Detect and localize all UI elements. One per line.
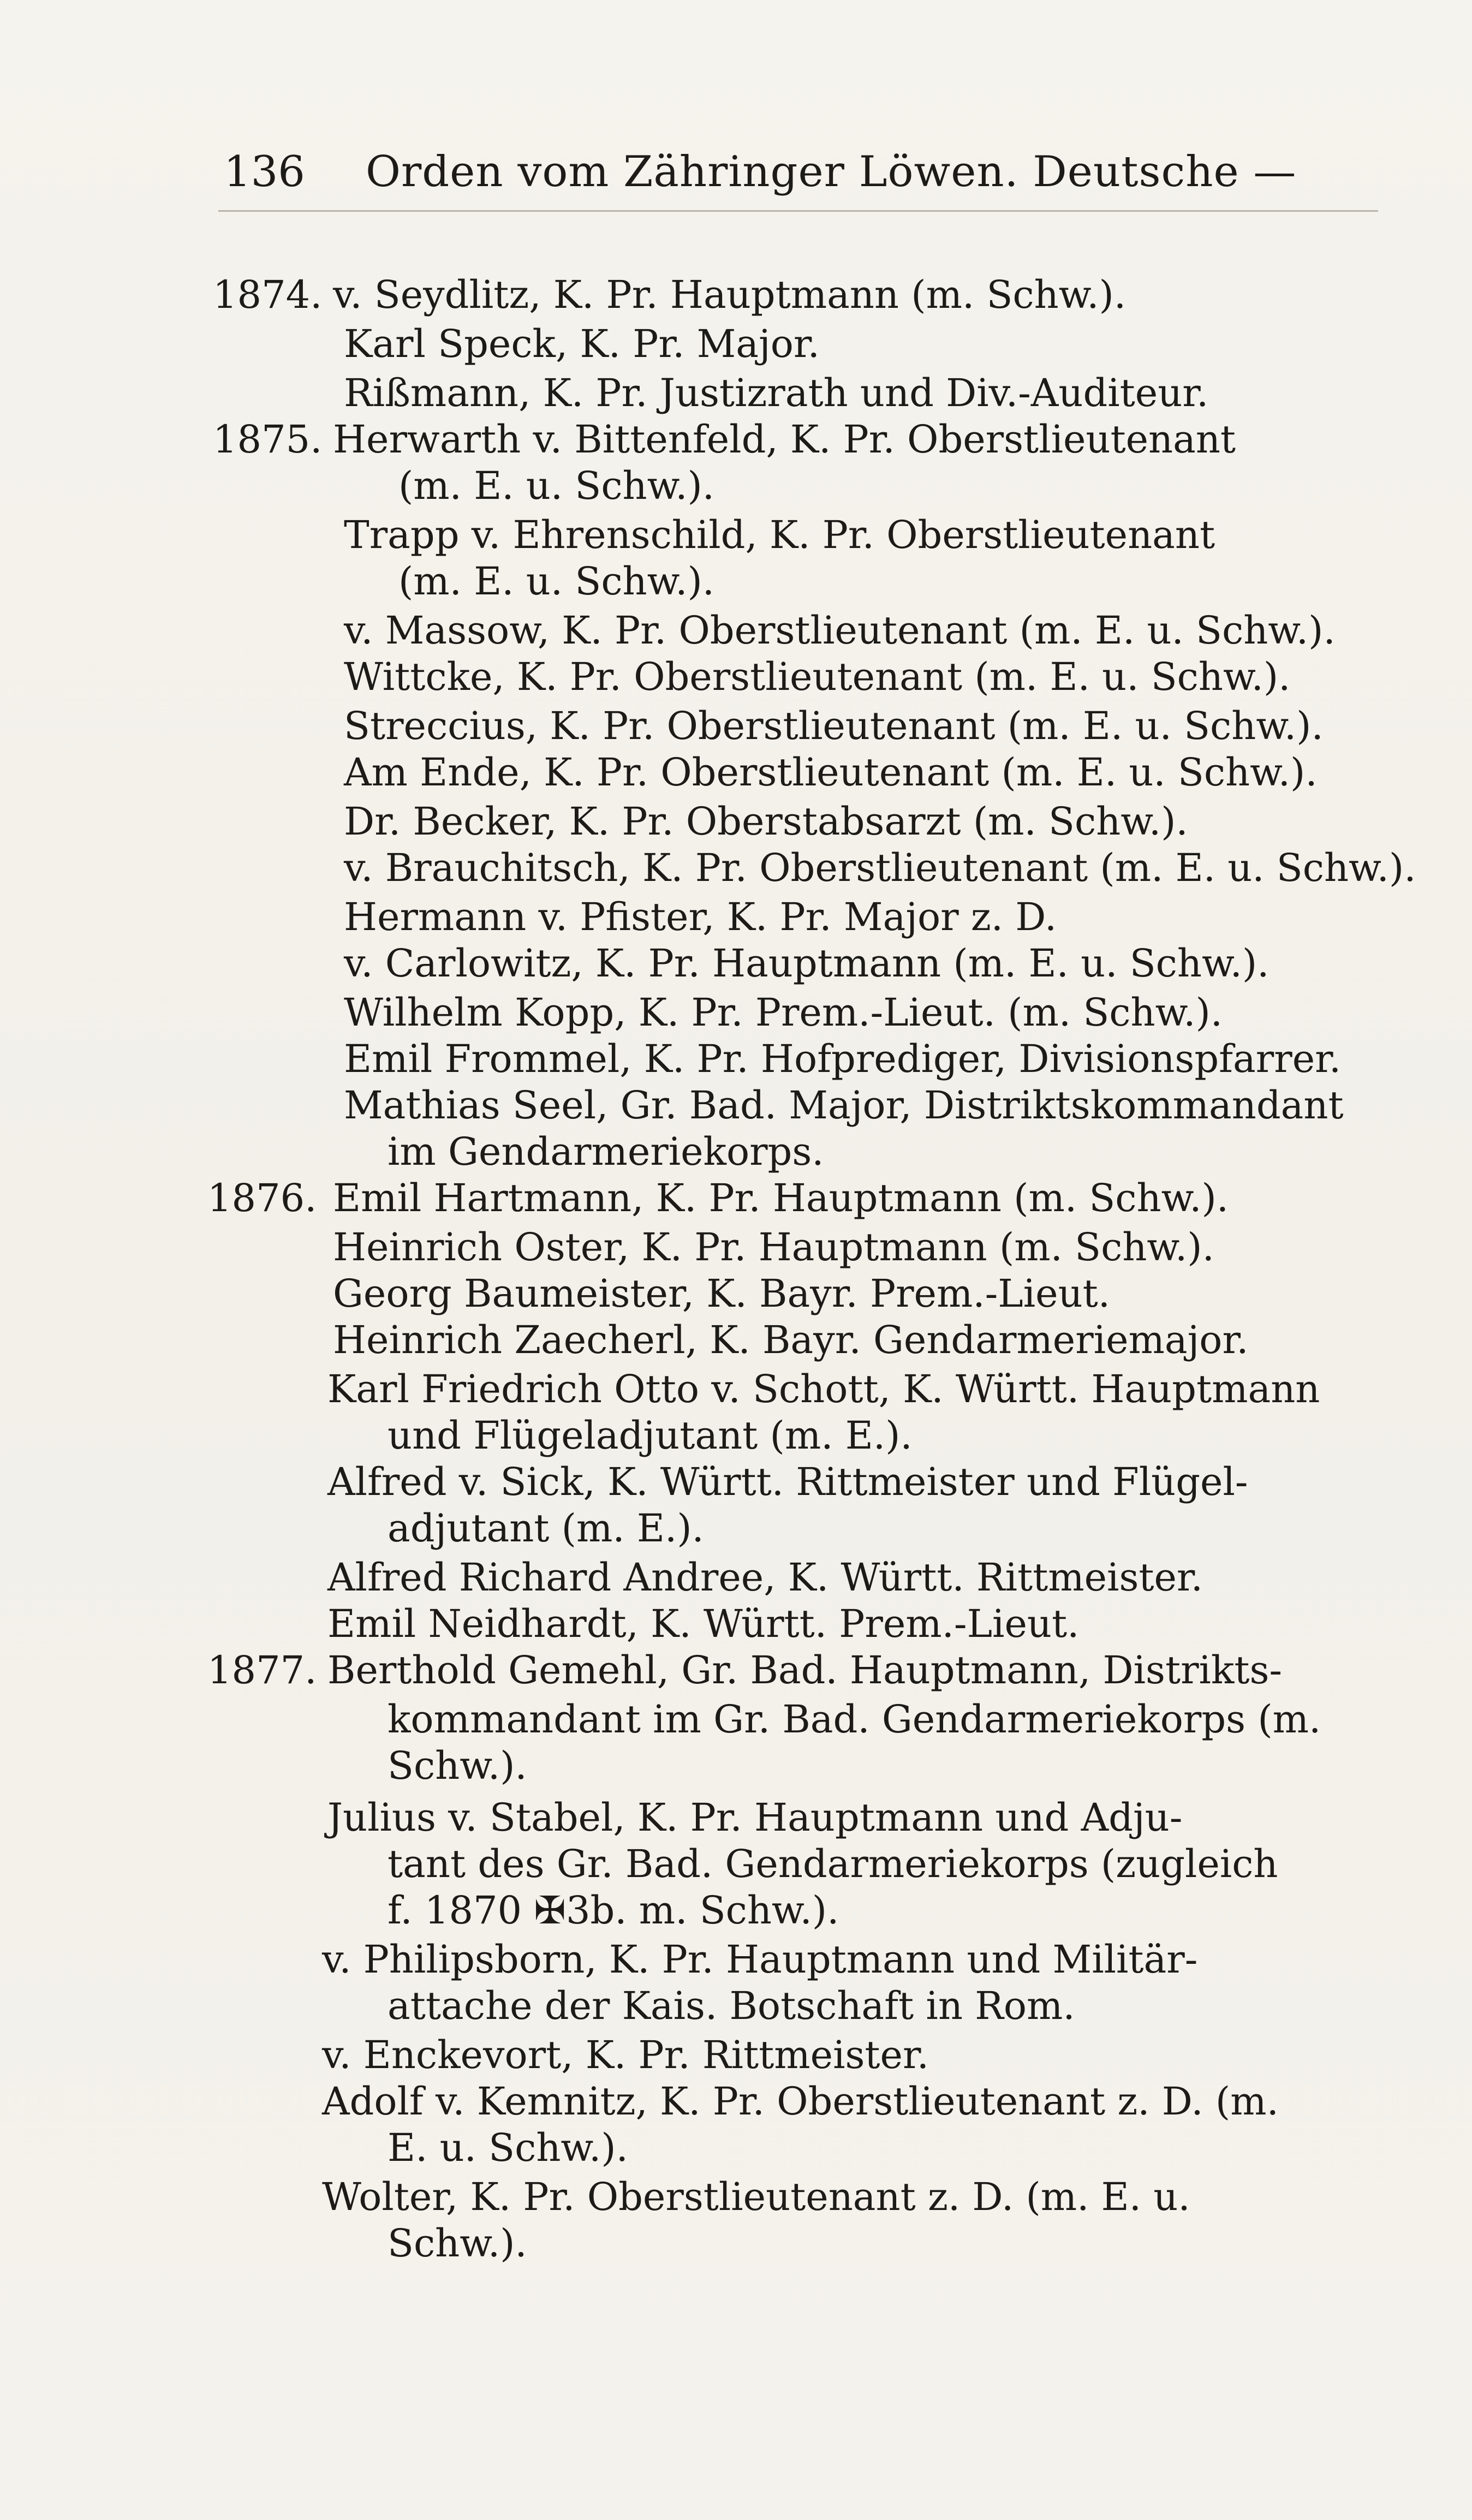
entry-line: im Gendarmeriekorps. (388, 1129, 824, 1174)
entry-line: Heinrich Oster, K. Pr. Hauptmann (m. Schw.). (333, 1225, 1214, 1270)
entry-line: Heinrich Zaecherl, K. Bayr. Gendarmeriemajor. (333, 1318, 1249, 1362)
entry-line: Emil Frommel, K. Pr. Hofprediger, Divisionspfarrer. (344, 1036, 1342, 1081)
entry-line: attache der Kais. Botschaft in Rom. (388, 1983, 1075, 2028)
entry-line: Am Ende, K. Pr. Oberstlieutenant (m. E. u. Schw.). (344, 750, 1318, 795)
entry-line: (m. E. u. Schw.). (398, 463, 715, 508)
entry-line: v. Philipsborn, K. Pr. Hauptmann und Militär- (322, 1937, 1198, 1982)
entry-line: Wilhelm Kopp, K. Pr. Prem.-Lieut. (m. Schw.). (344, 990, 1223, 1035)
entry-line: v. Enckevort, K. Pr. Rittmeister. (322, 2033, 929, 2077)
entry-line: v. Brauchitsch, K. Pr. Oberstlieutenant (m. E. u. Schw.). (344, 845, 1416, 890)
entry-line: (m. E. u. Schw.). (398, 559, 715, 604)
entry-line: Berthold Gemehl, Gr. Bad. Hauptmann, Distrikts- (327, 1648, 1283, 1693)
entry-line: v. Massow, K. Pr. Oberstlieutenant (m. E. u. Schw.). (344, 608, 1336, 653)
entry-line: Karl Friedrich Otto v. Schott, K. Württ. Hauptmann (327, 1367, 1320, 1411)
entry-line: v. Carlowitz, K. Pr. Hauptmann (m. E. u. Schw.). (344, 941, 1270, 986)
entry-line: Emil Neidhardt, K. Württ. Prem.-Lieut. (327, 1601, 1080, 1646)
entry-line: kommandant im Gr. Bad. Gendarmeriekorps (m. (388, 1697, 1321, 1742)
entry-line: Schw.). (388, 1743, 527, 1788)
year-label: 1875. (213, 417, 323, 462)
entry-line: Mathias Seel, Gr. Bad. Major, Distriktskommandant (344, 1083, 1344, 1128)
entry-line: Schw.). (388, 2221, 527, 2266)
entry-line: Alfred v. Sick, K. Württ. Rittmeister und Flügel- (327, 1459, 1248, 1504)
entry-line: v. Seydlitz, K. Pr. Hauptmann (m. Schw.). (333, 272, 1127, 317)
year-label: 1876. (207, 1176, 317, 1220)
entry-line: tant des Gr. Bad. Gendarmeriekorps (zugleich (388, 1842, 1278, 1886)
year-label: 1877. (207, 1648, 317, 1693)
entry-line: adjutant (m. E.). (388, 1506, 704, 1551)
entry-line: Streccius, K. Pr. Oberstlieutenant (m. E. u. Schw.). (344, 704, 1324, 748)
entry-line: Herwarth v. Bittenfeld, K. Pr. Oberstlieutenant (333, 417, 1236, 462)
entry-line: Dr. Becker, K. Pr. Oberstabsarzt (m. Schw.). (344, 799, 1188, 844)
entry-line: und Flügeladjutant (m. E.). (388, 1413, 913, 1458)
entry-line: Julius v. Stabel, K. Pr. Hauptmann und Adju- (327, 1795, 1183, 1840)
entry-line: Wolter, K. Pr. Oberstlieutenant z. D. (m. E. u. (322, 2175, 1190, 2219)
entry-line: Alfred Richard Andree, K. Württ. Rittmeister. (327, 1555, 1203, 1600)
entry-line: Karl Speck, K. Pr. Major. (344, 321, 820, 366)
entry-line: Georg Baumeister, K. Bayr. Prem.-Lieut. (333, 1271, 1111, 1316)
entry-line: Wittcke, K. Pr. Oberstlieutenant (m. E. u. Schw.). (344, 654, 1291, 699)
page-number: 136 (224, 147, 305, 196)
running-head: Orden vom Zähringer Löwen. Deutsche — (366, 147, 1297, 196)
entry-line: Hermann v. Pfister, K. Pr. Major z. D. (344, 895, 1057, 939)
entry-line: Rißmann, K. Pr. Justizrath und Div.-Auditeur. (344, 371, 1209, 415)
entry-line: Adolf v. Kemnitz, K. Pr. Oberstlieutenant z. D. (m. (322, 2079, 1279, 2124)
page-header (213, 139, 1375, 205)
entry-line: f. 1870 ✠3b. m. Schw.). (388, 1888, 839, 1933)
header-rule (218, 210, 1378, 212)
entry-line: Emil Hartmann, K. Pr. Hauptmann (m. Schw.). (333, 1176, 1229, 1220)
year-label: 1874. (213, 272, 323, 317)
entry-line: E. u. Schw.). (388, 2125, 628, 2170)
entry-line: Trapp v. Ehrenschild, K. Pr. Oberstlieutenant (344, 513, 1215, 557)
